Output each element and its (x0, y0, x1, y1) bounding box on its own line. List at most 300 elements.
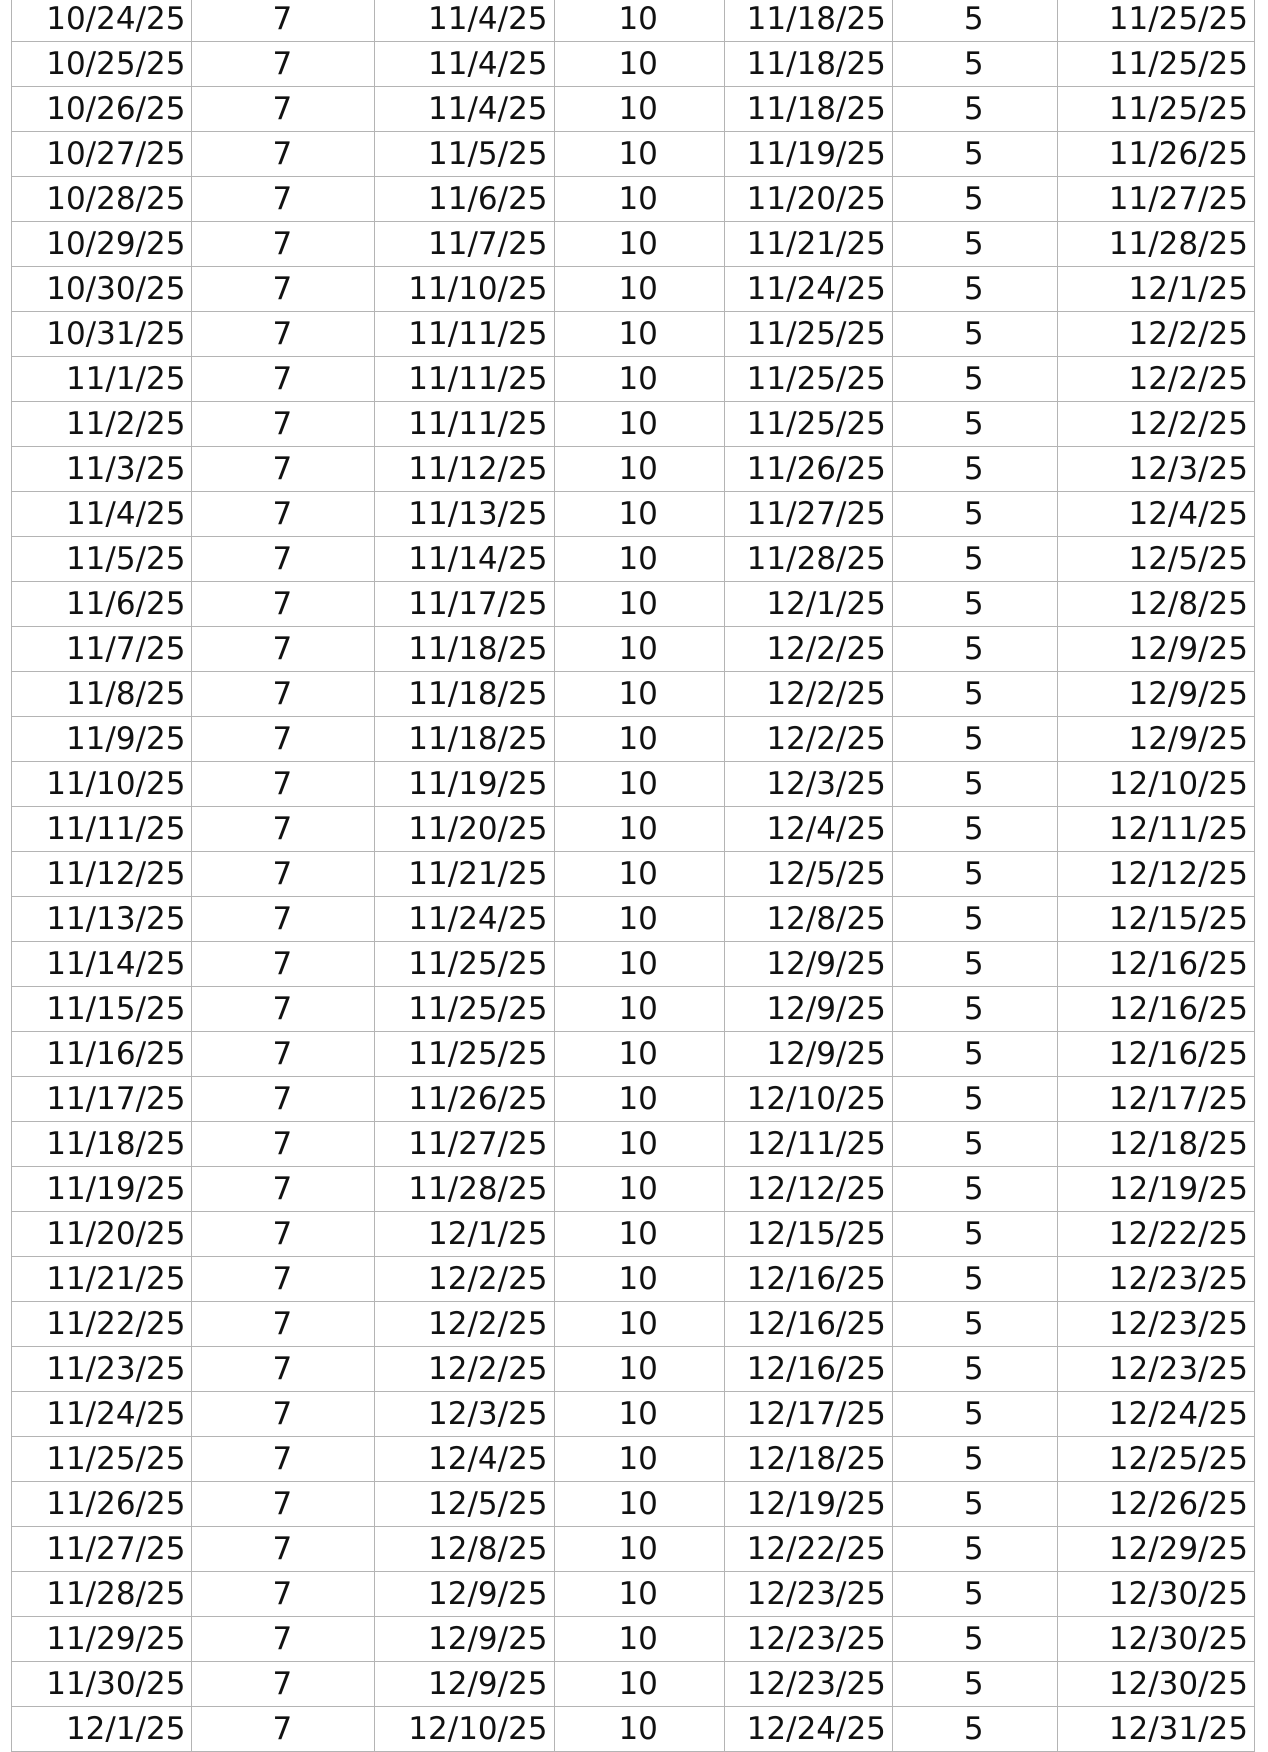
cell[interactable]: 12/9/25 (1057, 672, 1254, 717)
cell[interactable]: 12/16/25 (1057, 987, 1254, 1032)
cell[interactable]: 11/11/25 (375, 402, 554, 447)
table-row (12, 402, 1255, 447)
cell[interactable]: 5 (892, 807, 1057, 852)
cell[interactable]: 12/16/25 (724, 1257, 892, 1302)
cell[interactable]: 7 (192, 1167, 375, 1212)
cell[interactable]: 11/29/25 (12, 1617, 192, 1662)
cell[interactable]: 11/18/25 (375, 672, 554, 717)
cell[interactable]: 10/28/25 (12, 177, 192, 222)
table-row (12, 0, 1255, 42)
table-row (12, 1437, 1255, 1482)
cell[interactable]: 7 (192, 1392, 375, 1437)
cell[interactable]: 12/1/25 (12, 1707, 192, 1752)
cell[interactable]: 7 (192, 87, 375, 132)
cell[interactable]: 7 (192, 177, 375, 222)
cell[interactable]: 11/22/25 (12, 1302, 192, 1347)
cell[interactable]: 12/15/25 (1057, 897, 1254, 942)
cell[interactable]: 11/12/25 (12, 852, 192, 897)
cell[interactable]: 12/16/25 (1057, 1032, 1254, 1077)
cell[interactable]: 7 (192, 627, 375, 672)
cell[interactable]: 5 (892, 1032, 1057, 1077)
cell[interactable]: 5 (892, 1662, 1057, 1707)
cell[interactable]: 11/10/25 (12, 762, 192, 807)
cell[interactable]: 12/9/25 (724, 942, 892, 987)
cell[interactable]: 10 (554, 1032, 724, 1077)
cell[interactable]: 10 (554, 627, 724, 672)
cell[interactable]: 5 (892, 312, 1057, 357)
spreadsheet-body (12, 0, 1255, 1752)
cell[interactable]: 10/24/25 (12, 0, 192, 42)
cell[interactable]: 11/20/25 (12, 1212, 192, 1257)
cell[interactable]: 12/23/25 (724, 1662, 892, 1707)
cell[interactable]: 10 (554, 1212, 724, 1257)
cell[interactable]: 7 (192, 762, 375, 807)
table-row (12, 1077, 1255, 1122)
cell[interactable]: 11/26/25 (375, 1077, 554, 1122)
cell[interactable]: 5 (892, 1482, 1057, 1527)
cell[interactable]: 10 (554, 987, 724, 1032)
table-row (12, 1032, 1255, 1077)
cell[interactable]: 12/15/25 (724, 1212, 892, 1257)
cell[interactable]: 12/23/25 (724, 1617, 892, 1662)
cell[interactable]: 10 (554, 807, 724, 852)
cell[interactable]: 5 (892, 537, 1057, 582)
cell[interactable]: 7 (192, 1032, 375, 1077)
cell[interactable]: 11/27/25 (375, 1122, 554, 1167)
table-row (12, 942, 1255, 987)
cell[interactable]: 5 (892, 402, 1057, 447)
cell[interactable]: 10 (554, 762, 724, 807)
cell[interactable]: 7 (192, 1212, 375, 1257)
cell[interactable]: 11/25/25 (724, 402, 892, 447)
cell[interactable]: 12/29/25 (1057, 1527, 1254, 1572)
cell[interactable]: 11/13/25 (12, 897, 192, 942)
cell[interactable]: 12/10/25 (724, 1077, 892, 1122)
cell[interactable]: 7 (192, 357, 375, 402)
table-row (12, 1122, 1255, 1167)
cell[interactable]: 10/29/25 (12, 222, 192, 267)
cell[interactable]: 10 (554, 1707, 724, 1752)
cell[interactable]: 10 (554, 492, 724, 537)
cell[interactable]: 11/28/25 (12, 1572, 192, 1617)
cell[interactable]: 7 (192, 267, 375, 312)
cell[interactable]: 5 (892, 1122, 1057, 1167)
cell[interactable]: 11/4/25 (375, 87, 554, 132)
cell[interactable]: 12/30/25 (1057, 1662, 1254, 1707)
table-row (12, 852, 1255, 897)
cell[interactable]: 7 (192, 897, 375, 942)
cell[interactable]: 5 (892, 1167, 1057, 1212)
cell[interactable]: 11/5/25 (12, 537, 192, 582)
cell[interactable]: 12/23/25 (1057, 1347, 1254, 1392)
cell[interactable]: 7 (192, 1527, 375, 1572)
cell[interactable]: 12/11/25 (1057, 807, 1254, 852)
cell[interactable]: 11/7/25 (375, 222, 554, 267)
table-row (12, 897, 1255, 942)
cell[interactable]: 12/23/25 (1057, 1302, 1254, 1347)
cell[interactable]: 5 (892, 1077, 1057, 1122)
cell[interactable]: 7 (192, 672, 375, 717)
cell[interactable]: 10 (554, 1527, 724, 1572)
cell[interactable]: 12/2/25 (375, 1257, 554, 1302)
cell[interactable]: 12/18/25 (724, 1437, 892, 1482)
table-row (12, 1347, 1255, 1392)
cell[interactable]: 7 (192, 1437, 375, 1482)
cell[interactable]: 7 (192, 942, 375, 987)
cell[interactable]: 11/27/25 (724, 492, 892, 537)
cell[interactable]: 11/26/25 (724, 447, 892, 492)
cell[interactable]: 12/3/25 (724, 762, 892, 807)
cell[interactable]: 11/30/25 (12, 1662, 192, 1707)
cell[interactable]: 12/9/25 (724, 1032, 892, 1077)
cell[interactable]: 12/9/25 (724, 987, 892, 1032)
table-row (12, 1617, 1255, 1662)
cell[interactable]: 12/23/25 (1057, 1257, 1254, 1302)
cell[interactable]: 5 (892, 42, 1057, 87)
cell[interactable]: 10/27/25 (12, 132, 192, 177)
cell[interactable]: 11/21/25 (375, 852, 554, 897)
cell[interactable]: 11/18/25 (12, 1122, 192, 1167)
cell[interactable]: 5 (892, 222, 1057, 267)
cell[interactable]: 10 (554, 582, 724, 627)
cell[interactable]: 12/2/25 (375, 1347, 554, 1392)
cell[interactable]: 12/1/25 (1057, 267, 1254, 312)
cell[interactable]: 10 (554, 1482, 724, 1527)
cell[interactable]: 7 (192, 132, 375, 177)
cell[interactable]: 12/5/25 (375, 1482, 554, 1527)
table-row (12, 1392, 1255, 1437)
cell[interactable]: 5 (892, 1347, 1057, 1392)
cell[interactable]: 11/25/25 (1057, 87, 1254, 132)
cell[interactable]: 11/13/25 (375, 492, 554, 537)
cell[interactable]: 11/20/25 (724, 177, 892, 222)
cell[interactable]: 5 (892, 762, 1057, 807)
cell[interactable]: 11/4/25 (375, 42, 554, 87)
cell[interactable]: 12/11/25 (724, 1122, 892, 1167)
cell[interactable]: 10 (554, 942, 724, 987)
cell[interactable]: 12/9/25 (375, 1572, 554, 1617)
cell[interactable]: 12/10/25 (1057, 762, 1254, 807)
cell[interactable]: 11/18/25 (724, 0, 892, 42)
cell[interactable]: 10 (554, 402, 724, 447)
cell[interactable]: 11/19/25 (375, 762, 554, 807)
cell[interactable]: 11/1/25 (12, 357, 192, 402)
cell[interactable]: 10 (554, 1077, 724, 1122)
cell[interactable]: 11/25/25 (375, 987, 554, 1032)
cell[interactable]: 7 (192, 807, 375, 852)
table-row (12, 177, 1255, 222)
cell[interactable]: 10 (554, 1167, 724, 1212)
cell[interactable]: 7 (192, 1617, 375, 1662)
cell[interactable]: 12/26/25 (1057, 1482, 1254, 1527)
cell[interactable]: 11/23/25 (12, 1347, 192, 1392)
cell[interactable]: 11/8/25 (12, 672, 192, 717)
cell[interactable]: 11/28/25 (724, 537, 892, 582)
cell[interactable]: 11/25/25 (1057, 42, 1254, 87)
cell[interactable]: 10 (554, 672, 724, 717)
cell[interactable]: 10 (554, 312, 724, 357)
cell[interactable]: 11/20/25 (375, 807, 554, 852)
cell[interactable]: 11/9/25 (12, 717, 192, 762)
cell[interactable]: 12/12/25 (724, 1167, 892, 1212)
cell[interactable]: 7 (192, 42, 375, 87)
cell[interactable]: 10 (554, 897, 724, 942)
cell[interactable]: 11/25/25 (375, 1032, 554, 1077)
cell[interactable]: 10 (554, 1122, 724, 1167)
cell[interactable]: 12/17/25 (1057, 1077, 1254, 1122)
cell[interactable]: 11/7/25 (12, 627, 192, 672)
cell[interactable]: 5 (892, 177, 1057, 222)
cell[interactable]: 12/8/25 (1057, 582, 1254, 627)
cell[interactable]: 12/30/25 (1057, 1617, 1254, 1662)
cell[interactable]: 11/12/25 (375, 447, 554, 492)
table-row (12, 1662, 1255, 1707)
cell[interactable]: 10 (554, 447, 724, 492)
cell[interactable]: 12/5/25 (1057, 537, 1254, 582)
cell[interactable]: 5 (892, 1212, 1057, 1257)
cell[interactable]: 10 (554, 177, 724, 222)
cell[interactable]: 5 (892, 897, 1057, 942)
table-row (12, 87, 1255, 132)
cell[interactable]: 7 (192, 447, 375, 492)
cell[interactable]: 11/26/25 (12, 1482, 192, 1527)
cell[interactable]: 11/19/25 (12, 1167, 192, 1212)
table-row (12, 1572, 1255, 1617)
cell[interactable]: 12/19/25 (1057, 1167, 1254, 1212)
cell[interactable]: 10/26/25 (12, 87, 192, 132)
cell[interactable]: 11/26/25 (1057, 132, 1254, 177)
cell[interactable]: 12/17/25 (724, 1392, 892, 1437)
table-row (12, 357, 1255, 402)
cell[interactable]: 12/23/25 (724, 1572, 892, 1617)
cell[interactable]: 7 (192, 717, 375, 762)
cell[interactable]: 12/9/25 (1057, 717, 1254, 762)
cell[interactable]: 10 (554, 717, 724, 762)
cell[interactable]: 10 (554, 267, 724, 312)
cell[interactable]: 12/12/25 (1057, 852, 1254, 897)
cell[interactable]: 7 (192, 537, 375, 582)
cell[interactable]: 10 (554, 1302, 724, 1347)
cell[interactable]: 12/16/25 (1057, 942, 1254, 987)
cell[interactable]: 11/17/25 (375, 582, 554, 627)
cell[interactable]: 11/6/25 (375, 177, 554, 222)
table-row (12, 807, 1255, 852)
cell[interactable]: 10/25/25 (12, 42, 192, 87)
cell[interactable]: 11/27/25 (1057, 177, 1254, 222)
cell[interactable]: 11/24/25 (724, 267, 892, 312)
cell[interactable]: 10 (554, 1347, 724, 1392)
cell[interactable]: 12/22/25 (724, 1527, 892, 1572)
cell[interactable]: 10 (554, 42, 724, 87)
cell[interactable]: 12/2/25 (724, 672, 892, 717)
cell[interactable]: 12/9/25 (375, 1662, 554, 1707)
cell[interactable]: 12/4/25 (724, 807, 892, 852)
cell[interactable]: 12/8/25 (724, 897, 892, 942)
cell[interactable]: 10 (554, 1617, 724, 1662)
cell[interactable]: 5 (892, 627, 1057, 672)
cell[interactable]: 12/10/25 (375, 1707, 554, 1752)
cell[interactable]: 12/18/25 (1057, 1122, 1254, 1167)
cell[interactable]: 12/9/25 (1057, 627, 1254, 672)
cell[interactable]: 5 (892, 1527, 1057, 1572)
table-row (12, 1212, 1255, 1257)
cell[interactable]: 5 (892, 357, 1057, 402)
cell[interactable]: 10 (554, 222, 724, 267)
cell[interactable]: 11/25/25 (724, 312, 892, 357)
cell[interactable]: 11/14/25 (375, 537, 554, 582)
cell[interactable]: 11/11/25 (375, 312, 554, 357)
cell[interactable]: 11/14/25 (12, 942, 192, 987)
cell[interactable]: 7 (192, 312, 375, 357)
cell[interactable]: 12/22/25 (1057, 1212, 1254, 1257)
table-row (12, 1527, 1255, 1572)
cell[interactable]: 7 (192, 1302, 375, 1347)
cell[interactable]: 7 (192, 1347, 375, 1392)
cell[interactable]: 12/8/25 (375, 1527, 554, 1572)
cell[interactable]: 11/6/25 (12, 582, 192, 627)
cell[interactable]: 12/16/25 (724, 1302, 892, 1347)
cell[interactable]: 11/4/25 (12, 492, 192, 537)
cell[interactable]: 11/25/25 (1057, 0, 1254, 42)
cell[interactable]: 7 (192, 852, 375, 897)
cell[interactable]: 11/24/25 (12, 1392, 192, 1437)
cell[interactable]: 7 (192, 1077, 375, 1122)
cell[interactable]: 5 (892, 447, 1057, 492)
cell[interactable]: 5 (892, 582, 1057, 627)
cell[interactable]: 12/3/25 (375, 1392, 554, 1437)
cell[interactable]: 10 (554, 1662, 724, 1707)
cell[interactable]: 10 (554, 852, 724, 897)
cell[interactable]: 12/2/25 (375, 1302, 554, 1347)
cell[interactable]: 12/5/25 (724, 852, 892, 897)
cell[interactable]: 7 (192, 0, 375, 42)
cell[interactable]: 11/24/25 (375, 897, 554, 942)
cell[interactable]: 11/11/25 (12, 807, 192, 852)
cell[interactable]: 7 (192, 492, 375, 537)
cell[interactable]: 12/2/25 (724, 717, 892, 762)
cell[interactable]: 5 (892, 852, 1057, 897)
cell[interactable]: 5 (892, 0, 1057, 42)
cell[interactable]: 12/24/25 (724, 1707, 892, 1752)
cell[interactable]: 10 (554, 1257, 724, 1302)
cell[interactable]: 10 (554, 357, 724, 402)
table-row (12, 492, 1255, 537)
cell[interactable]: 12/30/25 (1057, 1572, 1254, 1617)
cell[interactable]: 5 (892, 942, 1057, 987)
cell[interactable]: 5 (892, 1392, 1057, 1437)
cell[interactable]: 5 (892, 1617, 1057, 1662)
cell[interactable]: 11/2/25 (12, 402, 192, 447)
cell[interactable]: 11/25/25 (375, 942, 554, 987)
table-row (12, 222, 1255, 267)
cell[interactable]: 10 (554, 132, 724, 177)
cell[interactable]: 12/2/25 (1057, 357, 1254, 402)
spreadsheet-grid (11, 0, 1255, 1752)
cell[interactable]: 5 (892, 132, 1057, 177)
cell[interactable]: 11/15/25 (12, 987, 192, 1032)
table-row (12, 1257, 1255, 1302)
table-row (12, 717, 1255, 762)
cell[interactable]: 12/9/25 (375, 1617, 554, 1662)
cell[interactable]: 11/3/25 (12, 447, 192, 492)
cell[interactable]: 12/2/25 (1057, 312, 1254, 357)
cell[interactable]: 7 (192, 1257, 375, 1302)
cell[interactable]: 7 (192, 222, 375, 267)
cell[interactable]: 10 (554, 1392, 724, 1437)
cell[interactable]: 7 (192, 987, 375, 1032)
cell[interactable]: 12/2/25 (1057, 402, 1254, 447)
cell[interactable]: 10 (554, 0, 724, 42)
cell[interactable]: 11/27/25 (12, 1527, 192, 1572)
cell[interactable]: 10 (554, 87, 724, 132)
cell[interactable]: 7 (192, 582, 375, 627)
table-row (12, 1707, 1255, 1752)
cell[interactable]: 11/5/25 (375, 132, 554, 177)
cell[interactable]: 11/11/25 (375, 357, 554, 402)
cell[interactable]: 10/30/25 (12, 267, 192, 312)
cell[interactable]: 11/25/25 (724, 357, 892, 402)
cell[interactable]: 11/17/25 (12, 1077, 192, 1122)
cell[interactable]: 11/10/25 (375, 267, 554, 312)
cell[interactable]: 11/18/25 (375, 717, 554, 762)
cell[interactable]: 10/31/25 (12, 312, 192, 357)
cell[interactable]: 5 (892, 267, 1057, 312)
cell[interactable]: 12/1/25 (724, 582, 892, 627)
cell[interactable]: 11/18/25 (375, 627, 554, 672)
cell[interactable]: 11/28/25 (1057, 222, 1254, 267)
cell[interactable]: 5 (892, 1437, 1057, 1482)
cell[interactable]: 12/4/25 (375, 1437, 554, 1482)
cell[interactable]: 11/18/25 (724, 42, 892, 87)
cell[interactable]: 11/25/25 (12, 1437, 192, 1482)
cell[interactable]: 11/18/25 (724, 87, 892, 132)
cell[interactable]: 7 (192, 402, 375, 447)
cell[interactable]: 5 (892, 717, 1057, 762)
cell[interactable]: 11/28/25 (375, 1167, 554, 1212)
cell[interactable]: 12/1/25 (375, 1212, 554, 1257)
cell[interactable]: 7 (192, 1482, 375, 1527)
cell[interactable]: 12/24/25 (1057, 1392, 1254, 1437)
cell[interactable]: 12/3/25 (1057, 447, 1254, 492)
cell[interactable]: 12/31/25 (1057, 1707, 1254, 1752)
cell[interactable]: 11/19/25 (724, 132, 892, 177)
cell[interactable]: 7 (192, 1662, 375, 1707)
cell[interactable]: 12/4/25 (1057, 492, 1254, 537)
cell[interactable]: 10 (554, 537, 724, 582)
cell[interactable]: 11/16/25 (12, 1032, 192, 1077)
cell[interactable]: 7 (192, 1707, 375, 1752)
cell[interactable]: 5 (892, 87, 1057, 132)
cell[interactable]: 11/4/25 (375, 0, 554, 42)
cell[interactable]: 5 (892, 672, 1057, 717)
cell[interactable]: 12/19/25 (724, 1482, 892, 1527)
cell[interactable]: 5 (892, 1302, 1057, 1347)
cell[interactable]: 11/21/25 (12, 1257, 192, 1302)
cell[interactable]: 12/16/25 (724, 1347, 892, 1392)
cell[interactable]: 5 (892, 1707, 1057, 1752)
cell[interactable]: 12/2/25 (724, 627, 892, 672)
cell[interactable]: 12/25/25 (1057, 1437, 1254, 1482)
cell[interactable]: 5 (892, 492, 1057, 537)
cell[interactable]: 5 (892, 987, 1057, 1032)
cell[interactable]: 11/21/25 (724, 222, 892, 267)
cell[interactable]: 7 (192, 1122, 375, 1167)
cell[interactable]: 10 (554, 1572, 724, 1617)
cell[interactable]: 7 (192, 1572, 375, 1617)
cell[interactable]: 10 (554, 1437, 724, 1482)
cell[interactable]: 5 (892, 1572, 1057, 1617)
cell[interactable]: 5 (892, 1257, 1057, 1302)
